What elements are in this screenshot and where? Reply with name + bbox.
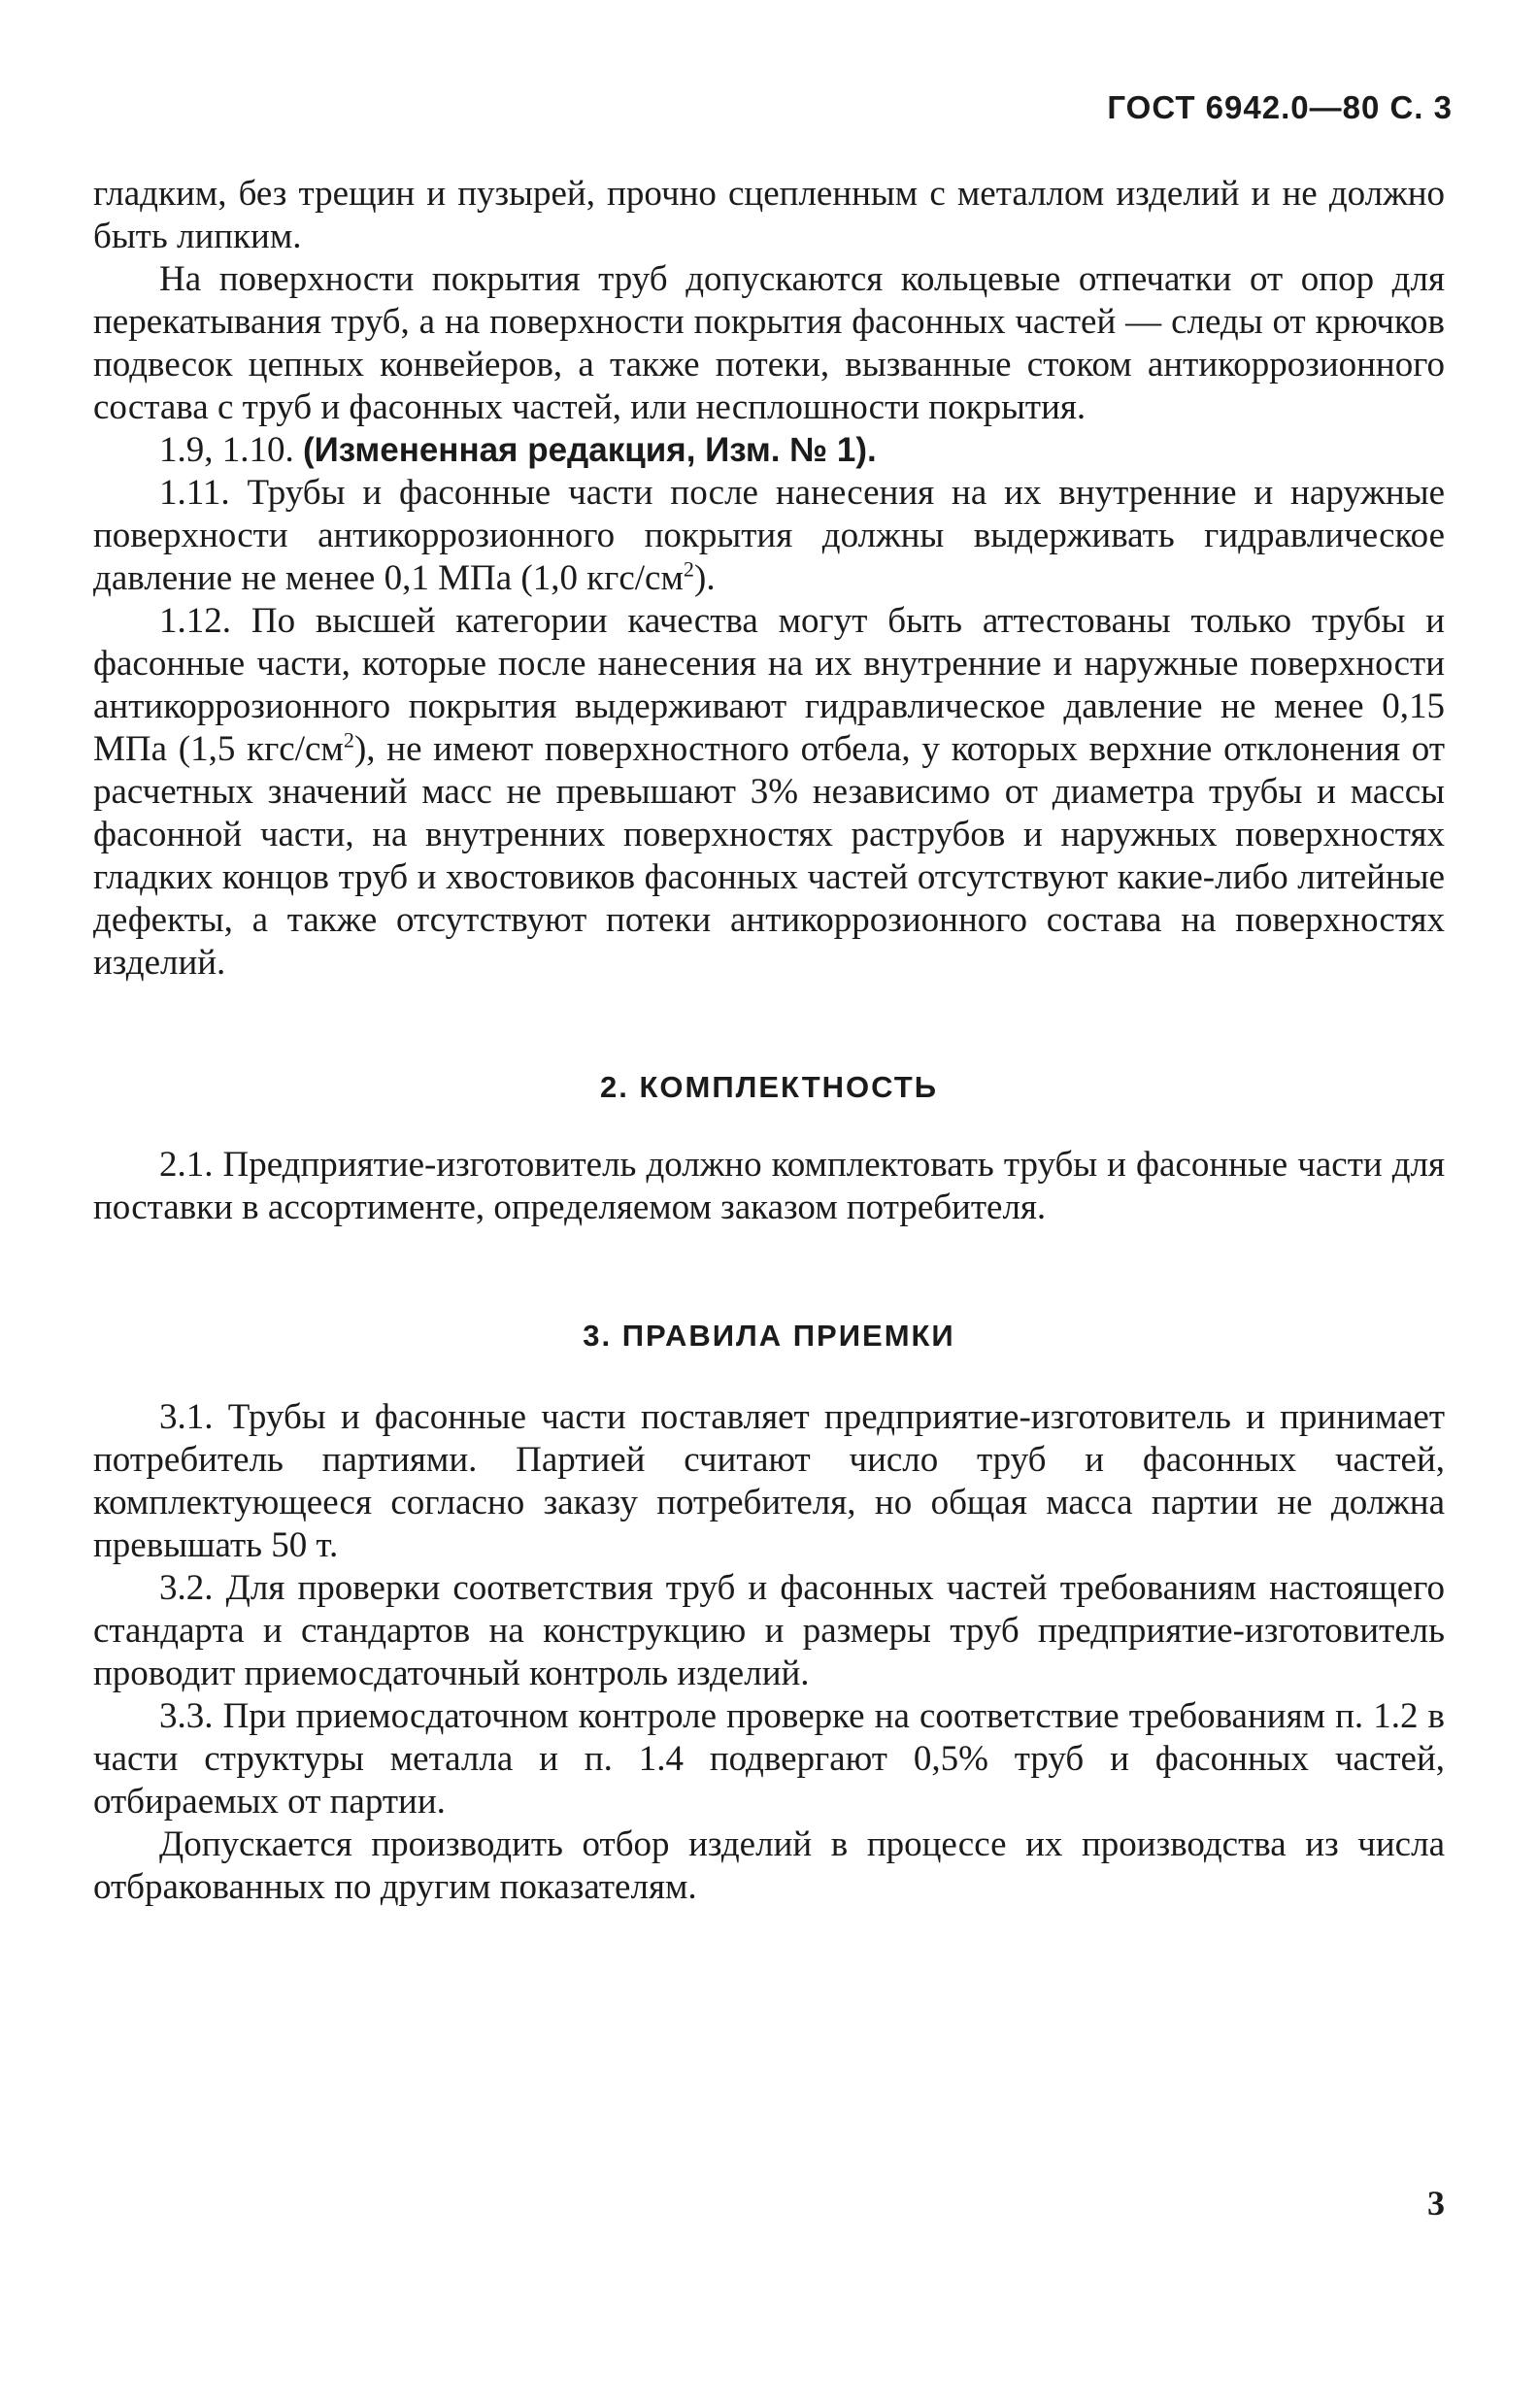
paragraph-surface-marks: На поверхности покрытия труб допускаются кольцевые отпечатки от опор для перекатывания труб, а на поверхности покрытия фасонных частей — следы от крючков подвесок цепных конвейеров, а также потеки, вызванные стоком антикоррозионного состава с труб и фасонных частей, или несплошности покрытия.: [93, 259, 1445, 427]
paragraph-2-1: 2.1. Предприятие-изготовитель должно комплектовать трубы и фасонные части для поставки в ассортименте, определяемом заказом потребителя.: [93, 1145, 1445, 1227]
paragraph-3-1: 3.1. Трубы и фасонные части поставляет предприятие-изготовитель и принимает потребитель партиями. Партией считают число труб и фасонных частей, комплектующееся согласно заказу потребителя, но общая масса партии не должна превышать 50 т.: [93, 1397, 1445, 1565]
paragraph-1-11-text: 1.11. Трубы и фасонные части после нанесения на их внутренние и наружные поверхности антикоррозионного покрытия должны выдерживать гидравлическое давление не менее 0,1 МПа (1,0 кгс/см: [93, 473, 1445, 598]
paragraph-1-12-text: 1.12. По высшей категории качества могут быть аттестованы только трубы и фасонные части, которые после нанесения на их внутренние и наружные поверхности антикоррозионного покрытия выдерживают гидравлическое давление не менее 0,15 МПа (1,5 кгс/см: [93, 601, 1445, 769]
paragraph-3-3: 3.3. При приемосдаточном контроле проверке на соответствие требованиям п. 1.2 в части структуры металла и п. 1.4 подвергают 0,5% труб и фасонных частей, отбираемых от партии.: [93, 1696, 1445, 1822]
document-header: ГОСТ 6942.0—80 С. 3: [1107, 89, 1453, 125]
section-title-acceptance-rules: 3. ПРАВИЛА ПРИЕМКИ: [583, 1319, 955, 1353]
amendment-note: (Измененная редакция, Изм. № 1).: [303, 431, 877, 469]
paragraph-1-12-tail: ), не имеют поверхностного отбела, у которых верхние отклонения от расчетных значений масс не превышают 3% независимо от диаметра трубы и массы фасонной части, на внутренних поверхностях раструбов и наружных поверхностях гладких концов труб и хвостовиков фасонных частей отсутствуют какие-либо литейные дефекты, а также отсутствуют потеки антикоррозионного состава на поверхностях изделий.: [93, 729, 1445, 983]
page-number: 3: [1427, 2184, 1445, 2223]
paragraph-1-11: [93, 472, 1445, 600]
paragraph-3-3-note: Допускается производить отбор изделий в процессе их производства из числа отбракованных по другим показателям.: [93, 1824, 1445, 1907]
section-title-completeness: 2. КОМПЛЕКТНОСТЬ: [600, 1070, 938, 1104]
paragraph-1-11-tail: ).: [694, 558, 716, 598]
superscript: 2: [683, 556, 694, 582]
paragraph-continuation: гладким, без трещин и пузырей, прочно сцепленным с металлом изделий и не должно быть липким.: [93, 174, 1445, 256]
paragraph-1-9-prefix: 1.9, 1.10.: [159, 430, 303, 470]
superscript: 2: [343, 727, 354, 752]
paragraph-3-2: 3.2. Для проверки соответствия труб и фасонных частей требованиям настоящего стандарта и стандартов на конструкцию и размеры труб предприятие-изготовитель проводит приемосдаточный контроль изделий.: [93, 1568, 1445, 1693]
document-body: [93, 173, 1445, 1909]
paragraph-1-9-1-10: [93, 429, 1445, 472]
paragraph-1-12: [93, 600, 1445, 985]
